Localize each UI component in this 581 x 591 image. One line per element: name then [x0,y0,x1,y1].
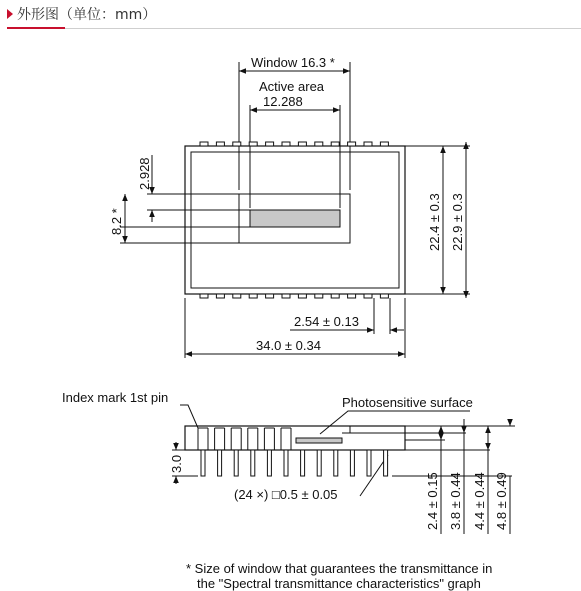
pin-lead [367,450,371,476]
top-pin-tab [200,142,208,146]
dimension-82: 8.2 * [109,208,124,235]
bottom-pin-tab [298,294,306,298]
footnote-line-1: * Size of window that guarantees the transmittance in [186,561,493,576]
dimension-44: 4.4 ± 0.44 [472,472,487,530]
dimension-229: 22.9 ± 0.3 [450,193,465,251]
bottom-pin-tab [380,294,388,298]
bottom-pin-tab [315,294,323,298]
pin-bend [248,428,258,450]
photosensitive-element [296,438,342,443]
pin-lead [384,450,388,476]
dimension-24: 2.4 ± 0.15 [425,472,440,530]
pin-lead [234,450,238,476]
top-pin-tab [249,142,257,146]
pin-bend [215,428,225,450]
bottom-pin-tab [266,294,274,298]
pin-lead [334,450,338,476]
index-mark-label: Index mark 1st pin [62,390,169,405]
pin-bend [281,428,291,450]
bottom-pin-tab [249,294,257,298]
top-pin-tab [315,142,323,146]
dimension-254: 2.54 ± 0.13 [294,314,359,329]
dimension-48: 4.8 ± 0.49 [494,472,509,530]
footnote [186,561,492,591]
top-pin-tab [331,142,339,146]
bottom-pin-tab [348,294,356,298]
pin-bend [231,428,241,450]
photosensitive-leader [320,411,470,434]
dimension-224: 22.4 ± 0.3 [427,193,442,251]
top-pin-tab [216,142,224,146]
section-title: 外形图（单位：mm） [17,7,157,23]
index-mark-leader [180,405,198,428]
pins-dimension: (24 ×) □0.5 ± 0.05 [234,487,338,502]
active-area [250,210,340,227]
bottom-pin-tab [282,294,290,298]
pin-lead [251,450,255,476]
footnote-line-2: the "Spectral transmittance characteristics" graph [197,576,481,591]
top-pin-tab [266,142,274,146]
dimension-30: 3.0 [169,454,184,473]
photosensitive-surface-label: Photosensitive surface [342,395,473,410]
dimension-340: 34.0 ± 0.34 [256,338,321,353]
side-view [172,405,515,534]
pin-lead [284,450,288,476]
dimension-38: 3.8 ± 0.44 [448,472,463,530]
top-pin-tab [282,142,290,146]
bottom-pin-tab [233,294,241,298]
top-pin-tab [348,142,356,146]
pin-lead [350,450,354,476]
window-dimension: Window 16.3 * [251,55,335,70]
dimension-2928: 2.928 [137,157,152,190]
active-area-label: Active area [259,79,325,94]
bottom-pin-tab [216,294,224,298]
side-body [185,426,405,450]
pin-lead [201,450,205,476]
pin-lead [267,450,271,476]
bottom-pin-tab [200,294,208,298]
pin-lead [301,450,305,476]
top-pin-tab [298,142,306,146]
bottom-pin-tab [331,294,339,298]
top-pin-tab [380,142,388,146]
side-pin-leads [198,428,388,476]
top-pin-tab [233,142,241,146]
pin-lead [218,450,222,476]
pin-lead [317,450,321,476]
pin-bend [264,428,274,450]
active-area-dimension: 12.288 [263,94,303,109]
bottom-pin-tab [364,294,372,298]
top-pin-tab [364,142,372,146]
pin-bend [198,428,208,450]
